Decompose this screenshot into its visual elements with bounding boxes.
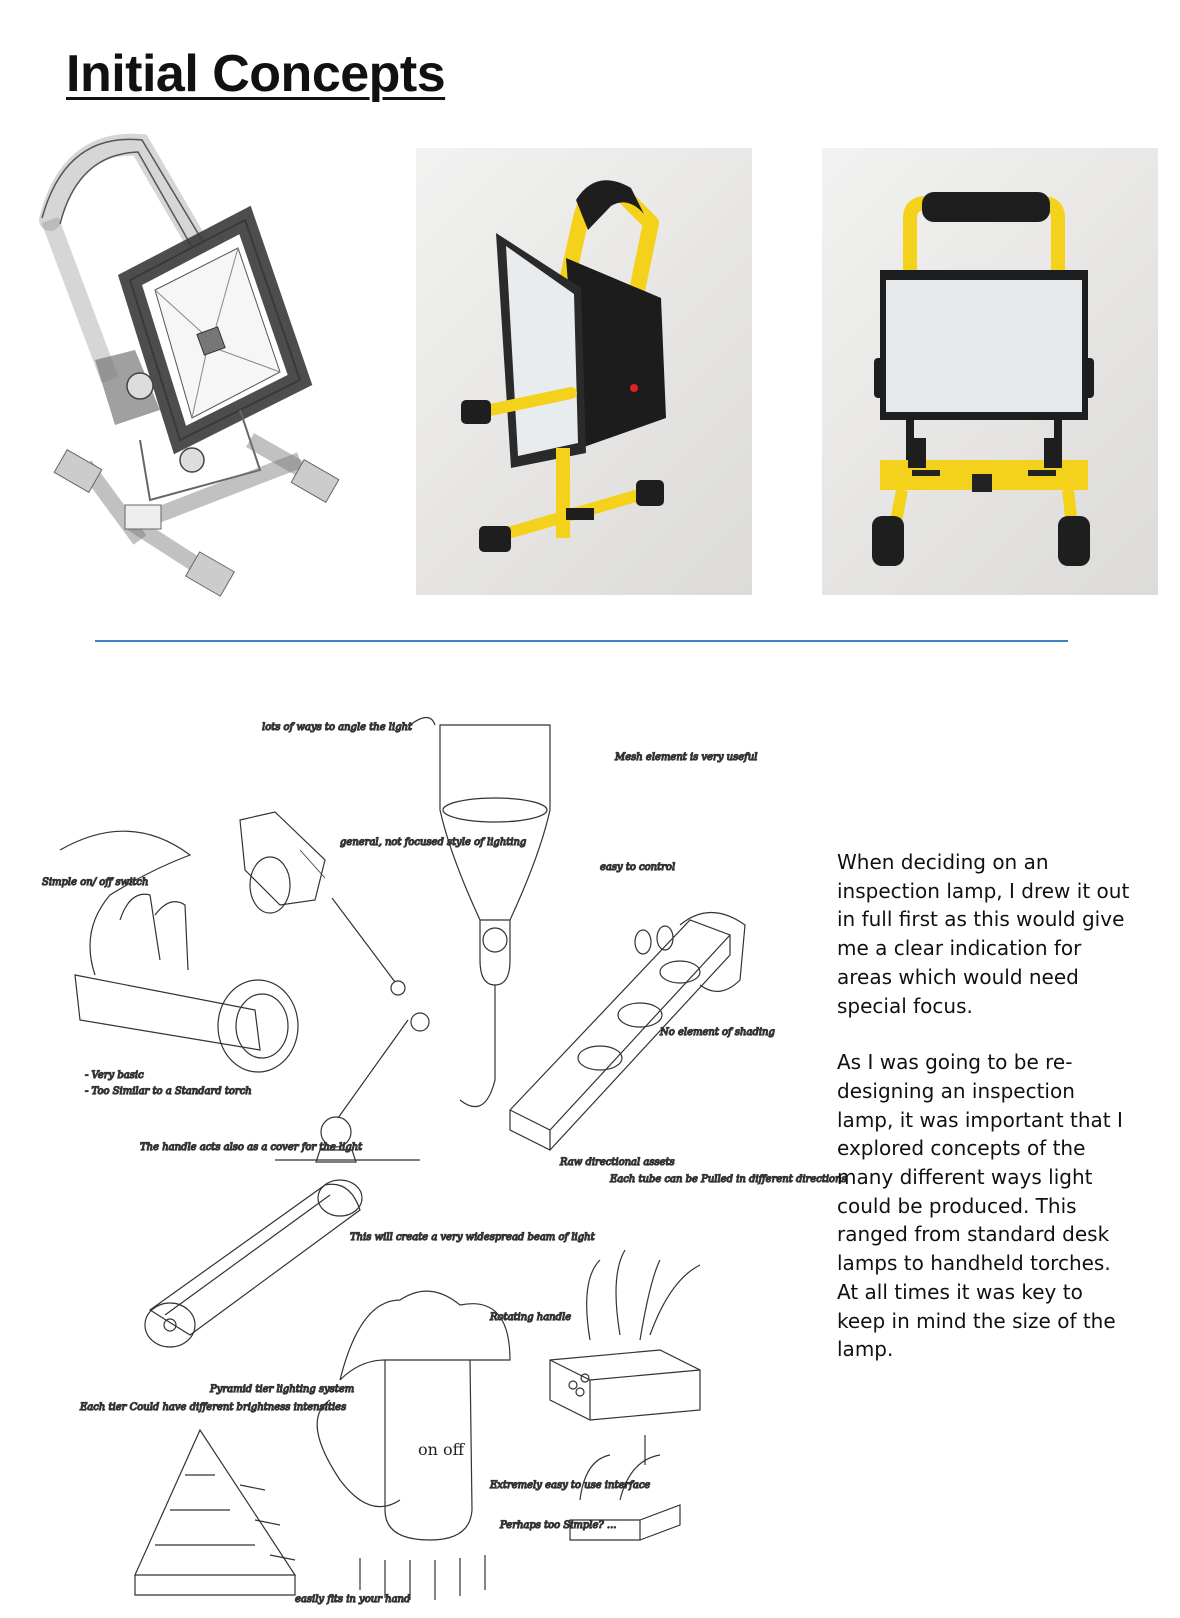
photo-side-drawing [416,148,752,595]
handheld-sketch [317,1291,510,1600]
photo-side-image [416,148,752,595]
concept-sketches-image [40,720,847,1618]
photo-front-image [822,148,1158,595]
hanging-bulb-sketch [410,718,550,1107]
description-text [837,848,1137,1364]
note-rotating-handle: Rotating handle [490,1312,572,1323]
note-similar-torch: - Too Similar to a Standard torch [85,1086,252,1097]
note-easy-interface: Extremely easy to use interface [490,1480,651,1491]
desk-lamp-sketch [240,812,429,1162]
concept-sketches-drawing [40,720,847,1618]
note-handle-cover: The handle acts also as a cover for the light [140,1142,363,1153]
note-widespread-beam: This will create a very widespread beam of light [350,1232,595,1243]
note-mesh-element: Mesh element is very useful [615,752,758,763]
photo-front-drawing [822,148,1158,595]
note-fits-hand: easily fits in your hand [295,1594,411,1605]
torch-sketch [60,831,298,1072]
tube-light-sketch [145,1180,362,1347]
note-too-simple: Perhaps too Simple? ... [500,1520,617,1531]
note-pyramid-tier: Pyramid tier lighting system [210,1384,355,1395]
note-general-lighting: general, not focused style of lighting [340,837,527,848]
pyramid-sketch [135,1430,295,1595]
note-tier-brightness: Each tier Could have different brightness intensities [80,1402,347,1413]
note-angle-light: lots of ways to angle the light [262,722,413,733]
note-simple-switch: Simple on/ off switch [42,877,149,888]
sketch-render-image [30,140,360,618]
note-easy-control: easy to control [600,862,676,873]
section-divider [95,640,1068,642]
paragraph-3: At all times it was key to keep in mind the size of the lamp. [837,1279,1116,1362]
note-very-basic: - Very basic [85,1070,144,1081]
handheld-onoff-label: on off [418,1440,465,1459]
note-directional: Raw directional assets [560,1157,675,1168]
note-pulled-tubes: Each tube can be Pulled in different directions [610,1174,847,1185]
sketch-render-drawing [30,140,360,618]
page-title: Initial Concepts [66,45,446,103]
note-no-shading: No element of shading [660,1027,775,1038]
paragraph-1: When deciding on an inspection lamp, I drew it out in full first as this would give me a clear indication for areas which would need special focus. [837,850,1130,1018]
multi-tube-sketch [550,1250,700,1540]
paragraph-2: As I was going to be re-designing an inspection lamp, it was important that I explored concepts of the many different ways light could be produced. This ranged from standard desk lamps to handheld torches. [837,1050,1123,1276]
